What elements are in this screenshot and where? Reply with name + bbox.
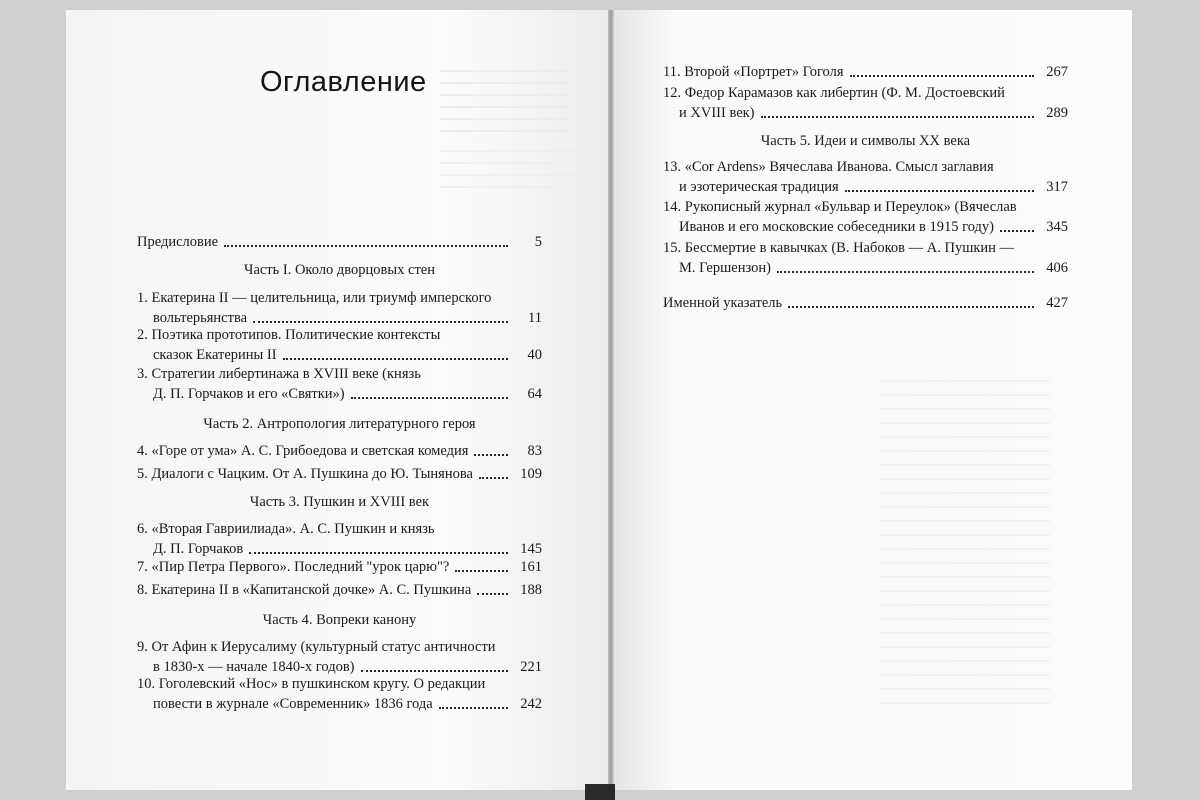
book-gutter — [608, 10, 614, 790]
toc-entry-4[interactable] — [137, 441, 542, 461]
toc-entry-index[interactable] — [663, 293, 1068, 313]
toc-entry-3[interactable] — [137, 364, 542, 404]
entry-title: 8. Екатерина II в «Капитанской дочке» А. С. Пушкина — [137, 582, 472, 598]
toc-entry-12[interactable] — [663, 83, 1068, 123]
page-number: 11 — [528, 310, 542, 326]
entry-title: 3. Стратегии либертинажа в XVIII веке (князь — [137, 366, 421, 382]
entry-title-cont: и XVIII век) — [679, 105, 755, 121]
right-page — [612, 10, 1132, 790]
entry-title-cont: вольтерьянства — [153, 310, 248, 326]
toc-entry-2[interactable] — [137, 325, 542, 365]
toc-entry-10[interactable] — [137, 674, 542, 714]
toc-entry-11[interactable] — [663, 62, 1068, 82]
page-number: 345 — [1046, 219, 1068, 235]
part-heading-4: Часть 4. Вопреки канону — [262, 612, 417, 628]
part-heading-3: Часть 3. Пушкин и XVIII век — [249, 494, 430, 510]
toc-entry-preface[interactable] — [137, 232, 542, 252]
entry-title: 13. «Cor Ardens» Вячеслава Иванова. Смысл заглавия — [663, 159, 994, 175]
toc-entry-13[interactable] — [663, 157, 1068, 197]
entry-title: 1. Екатерина II — целительница, или триумф имперского — [137, 290, 492, 306]
part-heading-2: Часть 2. Антропология литературного героя — [203, 416, 476, 432]
page-number: 289 — [1046, 105, 1068, 121]
toc-entry-9[interactable] — [137, 637, 542, 677]
toc-entry-8[interactable] — [137, 580, 542, 600]
page-number: 267 — [1046, 64, 1068, 80]
entry-title-cont: повести в журнале «Современник» 1836 года — [153, 696, 433, 712]
entry-title-cont: сказок Екатерины II — [153, 347, 277, 363]
entry-title: 9. От Афин к Иерусалиму (культурный статус античности — [137, 639, 496, 655]
entry-title: 6. «Вторая Гавриилиада». А. С. Пушкин и князь — [137, 521, 435, 537]
entry-title: Предисловие — [137, 234, 219, 250]
page-number: 40 — [527, 347, 542, 363]
page-number: 427 — [1046, 295, 1068, 311]
page-number: 221 — [520, 659, 542, 675]
entry-title: 5. Диалоги с Чацким. От А. Пушкина до Ю. Тынянова — [137, 466, 473, 482]
part-heading-1: Часть I. Около дворцовых стен — [244, 262, 435, 278]
toc-entry-15[interactable] — [663, 238, 1068, 278]
page-number: 83 — [527, 443, 542, 459]
entry-title: 11. Второй «Портрет» Гоголя — [663, 64, 844, 80]
toc-entry-6[interactable] — [137, 519, 542, 559]
book-spine-edge — [585, 784, 615, 800]
page-number: 317 — [1046, 179, 1068, 195]
page-number: 145 — [520, 541, 542, 557]
toc-entry-1[interactable] — [137, 288, 542, 328]
entry-title: 2. Поэтика прототипов. Политические контексты — [137, 327, 441, 343]
entry-title-cont: Д. П. Горчаков — [153, 541, 244, 557]
entry-title: 15. Бессмертие в кавычках (В. Набоков — А. Пушкин — — [663, 240, 1015, 256]
entry-title: 12. Федор Карамазов как либертин (Ф. М. Достоевский — [663, 85, 1005, 101]
page-number: 406 — [1046, 260, 1068, 276]
entry-title-cont: в 1830-х — начале 1840-х годов) — [153, 659, 355, 675]
entry-title-cont: М. Гершензон) — [679, 260, 771, 276]
toc-entry-5[interactable] — [137, 464, 542, 484]
entry-title-cont: и эзотерическая традиция — [679, 179, 839, 195]
entry-title-cont: Д. П. Горчаков и его «Святки») — [153, 386, 345, 402]
page-number: 64 — [527, 386, 542, 402]
toc-entry-14[interactable] — [663, 197, 1068, 237]
entry-title: 7. «Пир Петра Первого». Последний "урок царю"? — [137, 559, 450, 575]
entry-title: 14. Рукописный журнал «Бульвар и Переулок» (Вячеслав — [663, 199, 1017, 215]
page-number: 161 — [520, 559, 542, 575]
entry-title: 4. «Горе от ума» А. С. Грибоедова и светская комедия — [137, 443, 469, 459]
part-heading-5: Часть 5. Идеи и символы XX века — [760, 133, 971, 149]
page-title: Оглавление — [260, 66, 427, 98]
entry-title-cont: Иванов и его московские собеседники в 1915 году) — [679, 219, 994, 235]
entry-title: Именной указатель — [663, 295, 783, 311]
page-number: 5 — [534, 234, 542, 250]
page-number: 109 — [520, 466, 542, 482]
entry-title: 10. Гоголевский «Нос» в пушкинском кругу. О редакции — [137, 676, 486, 692]
toc-entry-7[interactable] — [137, 557, 542, 577]
page-number: 242 — [520, 696, 542, 712]
page-number: 188 — [520, 582, 542, 598]
